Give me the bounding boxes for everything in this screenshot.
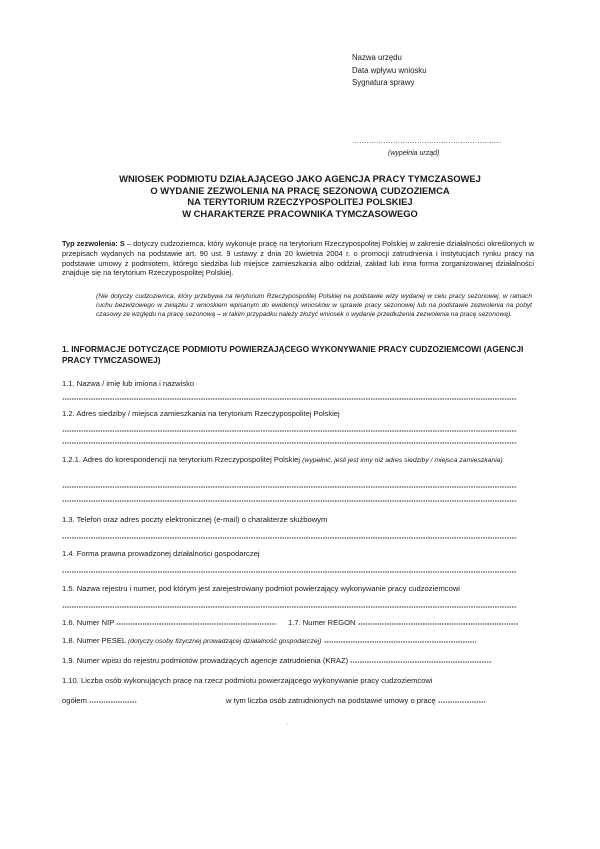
field-1-6-label: 1.6. Numer NIP — [62, 618, 115, 627]
case-reference-label: Sygnatura sprawy — [352, 78, 415, 88]
field-1-2-1-label — [62, 455, 517, 466]
field-1-1-input[interactable] — [62, 398, 517, 400]
field-1-10-contract-row — [226, 696, 486, 706]
title-line-1: WNIOSEK PODMIOTU DZIAŁAJĄCEGO JAKO AGENCJA PRACY TYMCZASOWEJ — [119, 173, 481, 184]
field-1-8-label: 1.8. Numer PESEL — [62, 636, 128, 645]
permit-type-description — [62, 239, 534, 278]
office-info-block — [352, 52, 427, 90]
field-1-3-label: 1.3. Telefon oraz adres poczty elektronicznej (e-mail) o charakterze służbowym — [62, 515, 328, 524]
document-title — [50, 173, 550, 219]
field-1-10-contract-input[interactable] — [438, 701, 486, 703]
title-line-2: O WYDANIE ZEZWOLENIA NA PRACĘ SEZONOWĄ CUDZOZIEMCA — [150, 184, 450, 196]
field-1-7-row — [288, 618, 518, 628]
title-line-4: W CHARAKTERZE PRACOWNIKA TYMCZASOWEGO — [182, 207, 418, 219]
field-1-9-label: 1.9. Numer wpisu do rejestru podmiotów prowadzących agencje zatrudnienia (KRAZ) — [62, 656, 349, 665]
field-1-6-input[interactable] — [116, 623, 276, 625]
field-1-8-note: (dotyczy osoby fizycznej prowadzącej działalność gospodarczej) — [127, 638, 322, 645]
field-1-10-total-label: ogółem — [62, 696, 87, 705]
field-1-10-contract-label: w tym liczba osób zatrudnionych na podstawie umowy o pracę — [226, 696, 436, 705]
permit-type-label: Typ zezwolenia: S — [62, 239, 125, 248]
field-1-2-1-input-line-1[interactable] — [62, 486, 517, 488]
field-1-6-row — [62, 618, 276, 628]
permit-type-note: (Nie dotyczy cudzoziemca, który przebywa na terytorium Rzeczypospolitej Polskiej na podstawie wizy wydanej w celu pracy sezonowej, w ramach ruchu bezwizowego w związku z wnioskiem wpisanym do ewidencji wniosków w sprawie pracy sezonowej lub na podstawie zezwolenia na pobyt czasowy ze względu na pracę sezonową – w takim przypadku należy złożyć wniosek o wydanie przedłużenia zezwolenia na pracę sezonową). — [96, 293, 532, 318]
permit-type-text: – dotyczy cudzoziemca, który wykonuje pracę na terytorium Rzeczypospolitej Polskiej w zakresie działalności określonych w przepisach wydanych na podstawie art. 90 ust. 9 ustawy z dnia 20 kwietnia 2004 r. o promocji zatrudnienia i instytucjach rynku pracy na podstawie umowy z podmiotem, którego siedziba lub miejsce zamieszkania albo oddział, zakład lub inna forma zorganizowanej działalności znajduje się na terytorium Rzeczypospolitej Polskiej. — [62, 239, 534, 278]
field-1-9-row — [62, 656, 492, 666]
field-1-2-label: 1.2. Adres siedziby / miejsca zamieszkania na terytorium Rzeczypospolitej Polskiej — [62, 409, 340, 418]
field-1-8-input[interactable] — [324, 641, 476, 643]
field-1-2-1-note: (wypełnić, jeśli jest inny niż adres siedziby / miejsca zamieszkania) — [302, 457, 503, 464]
field-1-7-input[interactable] — [358, 623, 518, 625]
receipt-date-label: Data wpływu wniosku — [352, 65, 427, 75]
field-1-8-row — [62, 636, 476, 647]
field-1-4-input[interactable] — [62, 571, 517, 573]
office-fill-dots[interactable]: .............................................................. — [352, 136, 502, 145]
field-1-1-label: 1.1. Nazwa / imię lub imiona i nazwisko — [62, 379, 195, 388]
field-1-9-input[interactable] — [350, 661, 492, 663]
field-1-3-input[interactable] — [62, 537, 517, 539]
field-1-5-label: 1.5. Nazwa rejestru i numer, pod którym jest zarejestrowany podmiot powierzający wykonywanie pracy cudzoziemcowi — [62, 584, 460, 593]
field-1-5-input[interactable] — [62, 606, 517, 608]
office-fill-note: (wypełnia urząd) — [388, 150, 440, 157]
field-1-4-label: 1.4. Forma prawna prowadzonej działalności gospodarczej — [62, 549, 260, 558]
field-1-2-1-text: 1.2.1. Adres do korespondencji na terytorium Rzeczypospolitej Polskiej — [62, 455, 303, 464]
field-1-10-total-row — [62, 696, 137, 706]
field-1-2-input-line-2[interactable] — [62, 442, 517, 444]
field-1-10-total-input[interactable] — [89, 701, 137, 703]
field-1-7-label: 1.7. Numer REGON — [288, 618, 356, 627]
title-line-3: NA TERYTORIUM RZECZYPOSPOLITEJ POLSKIEJ — [187, 196, 413, 208]
field-1-10-label: 1.10. Liczba osób wykonujących pracę na rzecz podmiotu powierzającego wykonywanie pracy cudzoziemcowi — [62, 676, 433, 685]
field-1-2-1-input-line-2[interactable] — [62, 500, 517, 502]
footer-mark: . — [287, 720, 289, 726]
office-name-label: Nazwa urzędu — [352, 53, 402, 62]
field-1-2-input-line-1[interactable] — [62, 430, 517, 432]
section-1-heading: 1. INFORMACJE DOTYCZĄCE PODMIOTU POWIERZAJĄCEGO WYKONYWANIE PRACY CUDZOZIEMCOWI (AGENCJI PRACY TYMCZASOWEJ) — [62, 344, 524, 365]
